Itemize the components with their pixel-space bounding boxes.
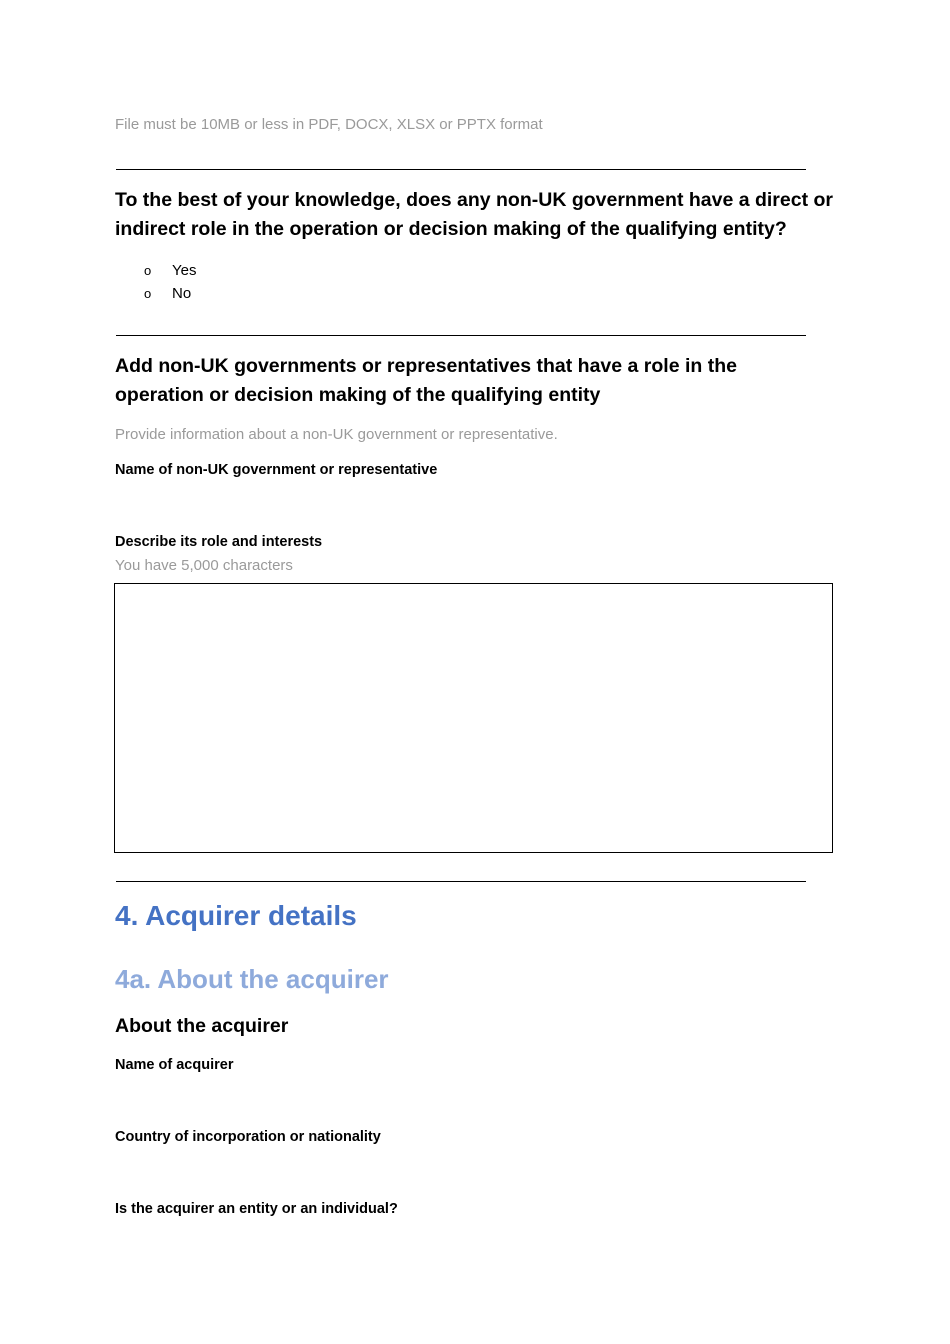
- acquirer-name-label: Name of acquirer: [115, 1057, 234, 1073]
- gov-add-hint: Provide information about a non-UK government or representative.: [115, 426, 558, 443]
- radio-label-yes: Yes: [172, 261, 197, 279]
- divider: [116, 881, 806, 882]
- radio-option-yes[interactable]: [144, 260, 196, 280]
- gov-name-label: Name of non-UK government or representative: [115, 462, 438, 478]
- section-title: 4. Acquirer details: [115, 900, 357, 931]
- character-limit-hint: You have 5,000 characters: [115, 557, 293, 574]
- subsection-title: 4a. About the acquirer: [115, 964, 389, 994]
- radio-label-no: No: [172, 284, 192, 302]
- role-interests-textarea[interactable]: [114, 583, 833, 853]
- divider: [116, 335, 806, 336]
- about-acquirer-heading: About the acquirer: [115, 1015, 289, 1037]
- acquirer-country-label: Country of incorporation or nationality: [115, 1129, 381, 1145]
- radio-circle-icon[interactable]: o: [144, 285, 152, 301]
- file-format-hint: File must be 10MB or less in PDF, DOCX, XLSX or PPTX format: [115, 116, 543, 133]
- radio-circle-icon[interactable]: o: [144, 262, 152, 278]
- role-interests-label: Describe its role and interests: [115, 534, 323, 550]
- acquirer-type-label: Is the acquirer an entity or an individual?: [115, 1201, 398, 1217]
- divider: [116, 169, 806, 170]
- radio-option-no[interactable]: [144, 283, 191, 303]
- gov-add-heading: Add non-UK governments or representatives that have a role in the operation or decision making of the qualifying entity: [115, 355, 737, 406]
- gov-role-question: To the best of your knowledge, does any non-UK government have a direct or indirect role in the operation or decision making of the qualifying entity?: [115, 189, 833, 240]
